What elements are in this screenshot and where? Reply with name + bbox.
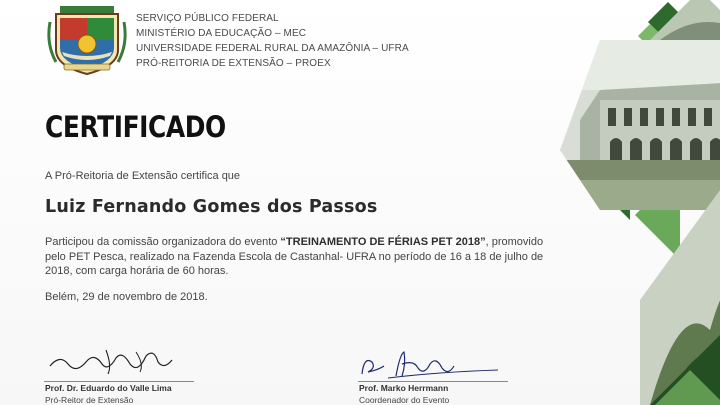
signatory-name-left: Prof. Dr. Eduardo do Valle Lima <box>45 383 172 393</box>
signature-block-left <box>36 352 236 405</box>
issue-date: Belém, 29 de novembro de 2018. <box>45 291 208 303</box>
signature-line-right <box>358 381 508 382</box>
handwritten-signature-left <box>46 346 196 376</box>
body-text-start: Participou da comissão organizadora do evento <box>45 236 281 248</box>
handwritten-signature-right <box>358 348 508 380</box>
institution-line-2: MINISTÉRIO DA EDUCAÇÃO – MEC <box>136 28 307 39</box>
certificate-body <box>45 235 565 279</box>
signatory-name-right: Prof. Marko Herrmann <box>359 383 449 393</box>
decorative-building-panel <box>540 0 720 405</box>
body-text-end: , promovido pelo PET Pesca, realizado na Fazenda Escola de Castanhal- UFRA no período de 16 a 18 de julho de 2018, com carga horária de 60 horas. <box>45 236 544 277</box>
institution-header <box>136 11 409 71</box>
certificate-intro: A Pró-Reitoria de Extensão certifica que <box>45 170 241 182</box>
recipient-name: Luiz Fernando Gomes dos Passos <box>45 197 378 217</box>
signatory-role-right: Coordenador do Evento <box>359 395 450 405</box>
institution-line-3: UNIVERSIDADE FEDERAL RURAL DA AMAZÔNIA – UFRA <box>136 43 409 54</box>
event-name: “TREINAMENTO DE FÉRIAS PET 2018” <box>280 236 486 248</box>
institution-line-4: PRÓ-REITORIA DE EXTENSÃO – PROEX <box>136 58 331 69</box>
certificate-title: CERTIFICADO <box>45 110 226 144</box>
institution-line-1: SERVIÇO PÚBLICO FEDERAL <box>136 13 279 24</box>
signature-line-left <box>44 381 194 382</box>
signature-block-right <box>358 352 558 405</box>
university-seal-icon <box>46 4 128 76</box>
signatory-role-left: Pró-Reitor de Extensão <box>45 395 134 405</box>
